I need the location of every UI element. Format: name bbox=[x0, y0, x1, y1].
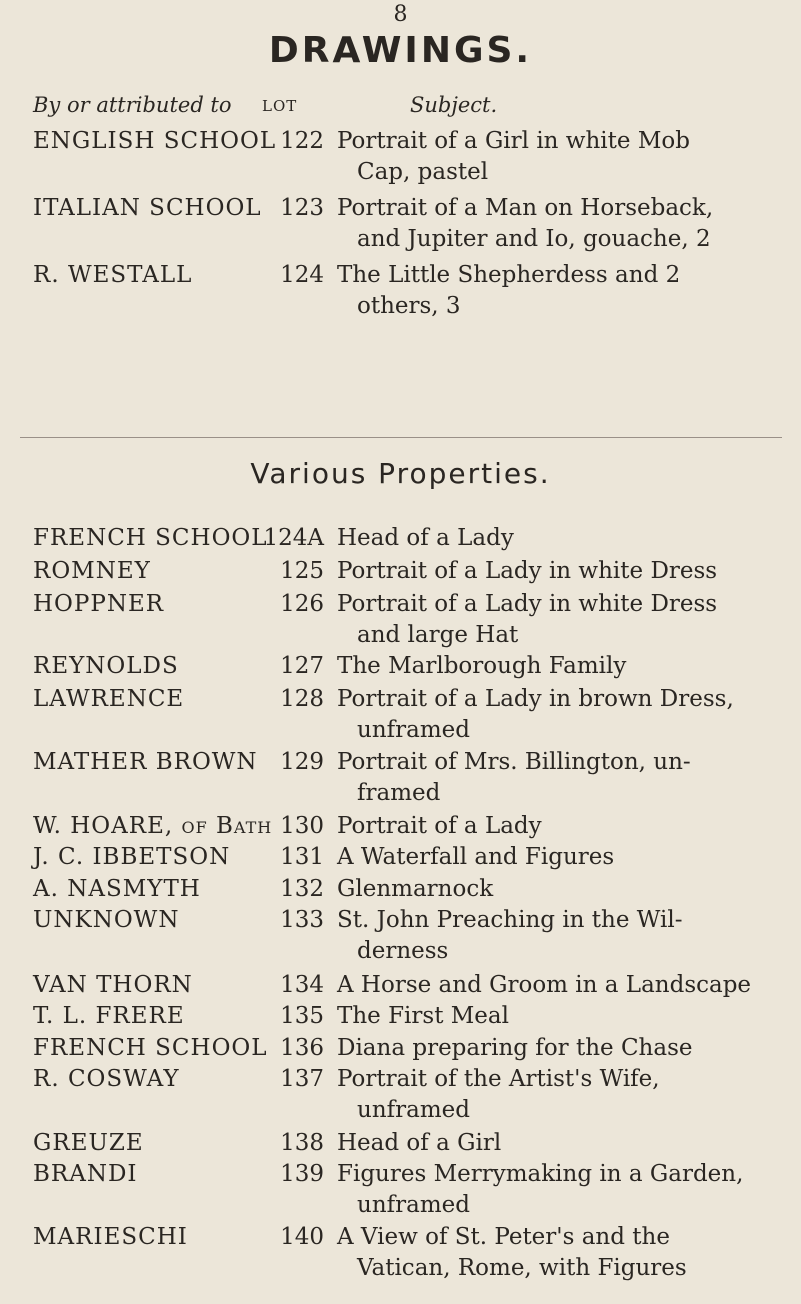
lot-subject bbox=[337, 1128, 777, 1159]
lot-subject bbox=[337, 874, 777, 905]
lot-number: 129 bbox=[280, 749, 324, 775]
artist-name: W. HOARE, of Bath bbox=[33, 813, 273, 839]
lot-subject-line: Glenmarnock bbox=[337, 876, 494, 902]
lot-subject-continuation: framed bbox=[357, 780, 441, 806]
lot-number: 134 bbox=[280, 972, 324, 998]
artist-name: MARIESCHI bbox=[33, 1224, 188, 1250]
lot-subject-line: A Horse and Groom in a Landscape bbox=[337, 972, 752, 998]
lot-subject-line: The First Meal bbox=[337, 1003, 509, 1029]
lot-subject-continuation: derness bbox=[357, 938, 449, 964]
lot-subject-line: Head of a Girl bbox=[337, 1130, 502, 1156]
lot-subject bbox=[337, 193, 777, 255]
artist-name: HOPPNER bbox=[33, 591, 165, 617]
lot-subject-continuation: Cap, pastel bbox=[357, 159, 489, 185]
lot-number: 133 bbox=[280, 907, 324, 933]
lot-number: 136 bbox=[280, 1035, 324, 1061]
page-number: 8 bbox=[393, 2, 408, 27]
artist-name: ROMNEY bbox=[33, 558, 151, 584]
lot-subject bbox=[337, 1064, 777, 1126]
artist-name: REYNOLDS bbox=[33, 653, 179, 679]
lot-number: 131 bbox=[280, 844, 324, 870]
lot-number: 127 bbox=[280, 653, 324, 679]
artist-name: MATHER BROWN bbox=[33, 749, 258, 775]
lot-number: 140 bbox=[280, 1224, 324, 1250]
lot-subject bbox=[337, 260, 777, 322]
lot-subject-line: The Marlborough Family bbox=[337, 653, 627, 679]
subject-column-header: Subject. bbox=[410, 93, 498, 117]
lot-subject-continuation: and Jupiter and Io, gouache, 2 bbox=[357, 226, 711, 252]
artist-name: ITALIAN SCHOOL bbox=[33, 195, 262, 221]
lot-subject bbox=[337, 1159, 777, 1221]
lot-subject bbox=[337, 523, 777, 554]
lot-number: 124A bbox=[263, 525, 324, 551]
artist-name: R. COSWAY bbox=[33, 1066, 180, 1092]
lot-number: 139 bbox=[280, 1161, 324, 1187]
page-title: DRAWINGS. bbox=[268, 30, 533, 71]
lot-subject-continuation: Vatican, Rome, with Figures bbox=[357, 1255, 687, 1281]
lot-subject-continuation: others, 3 bbox=[357, 293, 461, 319]
lot-number: 137 bbox=[280, 1066, 324, 1092]
lot-number: 125 bbox=[280, 558, 324, 584]
lot-subject bbox=[337, 1001, 777, 1032]
lot-number: 128 bbox=[280, 686, 324, 712]
section-title: Various Properties. bbox=[250, 457, 551, 490]
lot-subject-line: A Waterfall and Figures bbox=[337, 844, 615, 870]
lot-subject-continuation: unframed bbox=[357, 1192, 470, 1218]
lot-subject-line: Portrait of a Lady in white Dress bbox=[337, 591, 718, 617]
lot-subject-line: Portrait of a Lady in brown Dress, bbox=[337, 686, 734, 712]
lot-subject bbox=[337, 811, 777, 842]
lot-number: 138 bbox=[280, 1130, 324, 1156]
lot-subject-line: Portrait of a Man on Horseback, bbox=[337, 195, 714, 221]
artist-name: LAWRENCE bbox=[33, 686, 185, 712]
lot-column-header: LOT bbox=[262, 97, 298, 115]
artist-name: FRENCH SCHOOL bbox=[33, 525, 268, 551]
lot-subject-line: A View of St. Peter's and the bbox=[337, 1224, 670, 1250]
section-divider bbox=[20, 437, 782, 438]
artist-name: A. NASMYTH bbox=[33, 876, 201, 902]
artist-name: J. C. IBBETSON bbox=[33, 844, 231, 870]
lot-subject-line: St. John Preaching in the Wil- bbox=[337, 907, 683, 933]
artist-name: ENGLISH SCHOOL bbox=[33, 128, 277, 154]
lot-subject bbox=[337, 126, 777, 188]
artist-name: FRENCH SCHOOL bbox=[33, 1035, 268, 1061]
lot-subject-line: Portrait of a Lady in white Dress bbox=[337, 558, 718, 584]
lot-subject bbox=[337, 970, 777, 1001]
lot-subject-line: Head of a Lady bbox=[337, 525, 514, 551]
lot-subject-line: Portrait of Mrs. Billington, un- bbox=[337, 749, 691, 775]
lot-number: 130 bbox=[280, 813, 324, 839]
lot-number: 124 bbox=[280, 262, 324, 288]
lot-subject bbox=[337, 556, 777, 587]
lot-subject bbox=[337, 1033, 777, 1064]
lot-subject bbox=[337, 842, 777, 873]
lot-number: 132 bbox=[280, 876, 324, 902]
artist-name: R. WESTALL bbox=[33, 262, 193, 288]
lot-subject-continuation: unframed bbox=[357, 717, 470, 743]
lot-subject-line: The Little Shepherdess and 2 bbox=[337, 262, 681, 288]
lot-subject bbox=[337, 905, 777, 967]
lot-subject bbox=[337, 651, 777, 682]
artist-name: UNKNOWN bbox=[33, 907, 180, 933]
lot-number: 123 bbox=[280, 195, 324, 221]
artist-name: GREUZE bbox=[33, 1130, 144, 1156]
lot-subject bbox=[337, 747, 777, 809]
artist-column-header: By or attributed to bbox=[33, 93, 232, 117]
lot-subject-line: Figures Merrymaking in a Garden, bbox=[337, 1161, 744, 1187]
lot-subject-continuation: and large Hat bbox=[357, 622, 519, 648]
lot-subject-line: Portrait of a Girl in white Mob bbox=[337, 128, 690, 154]
artist-name: VAN THORN bbox=[33, 972, 193, 998]
lot-subject-line: Diana preparing for the Chase bbox=[337, 1035, 693, 1061]
lot-number: 122 bbox=[280, 128, 324, 154]
lot-subject bbox=[337, 589, 777, 651]
lot-subject bbox=[337, 1222, 777, 1284]
artist-name: BRANDI bbox=[33, 1161, 138, 1187]
lot-subject-line: Portrait of the Artist's Wife, bbox=[337, 1066, 660, 1092]
lot-number: 135 bbox=[280, 1003, 324, 1029]
artist-name: T. L. FRERE bbox=[33, 1003, 185, 1029]
lot-subject-line: Portrait of a Lady bbox=[337, 813, 542, 839]
lot-subject-continuation: unframed bbox=[357, 1097, 470, 1123]
lot-number: 126 bbox=[280, 591, 324, 617]
lot-subject bbox=[337, 684, 777, 746]
